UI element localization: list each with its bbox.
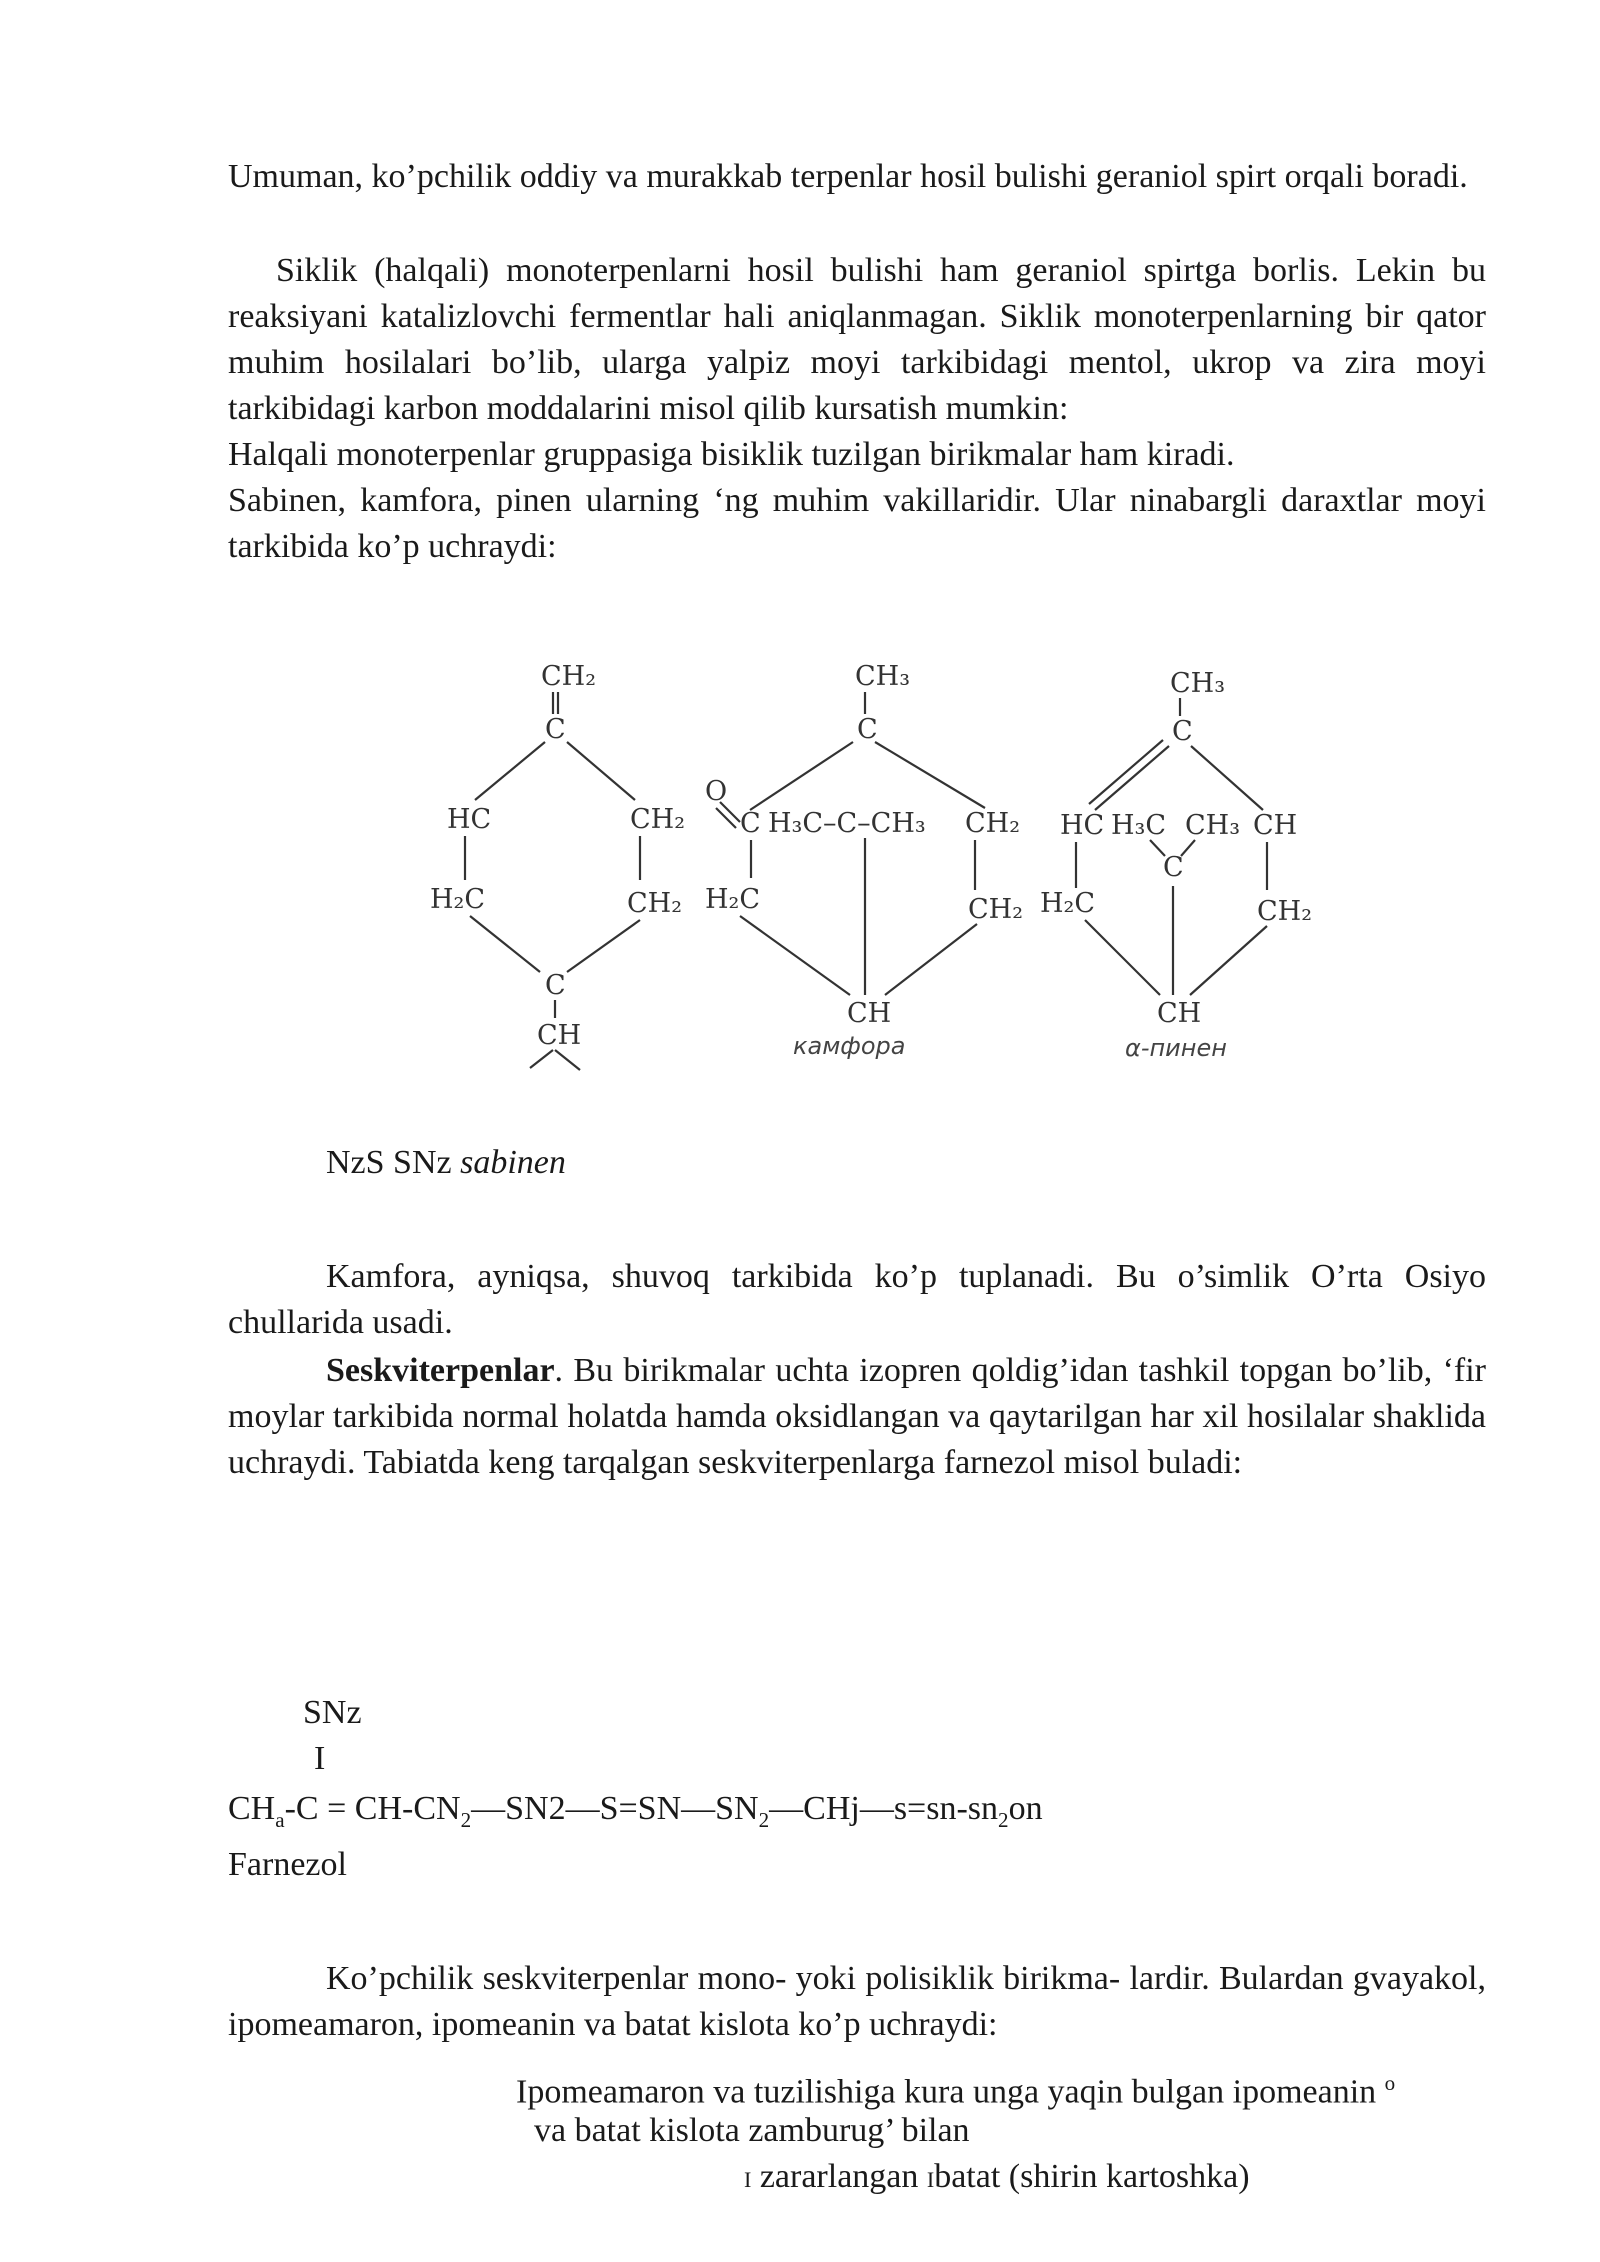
terpene-structures-figure [395, 650, 1335, 1090]
bottom-line-1: Ipomeamaron va tuzilishiga kura unga yaqin bulgan ipomeanin $^o$ [516, 2071, 1396, 2111]
farnezol-formula: $CH_a-C$ = $CH-CN_2—SN2—S=SN—SN_2—CHj—s=sn-sn_2on$ [228, 1790, 1043, 1832]
paragraph-kamfora: Kamfora, ayniqsa, shuvoq tarkibida ko’p tuplanadi. Bu o’simlik O’rta Osiyo chullarida usadi. [228, 1258, 1486, 1341]
term-seskviterpenlar: Seskviterpenlar [326, 1352, 555, 1389]
farnezol-name: Farnezol [228, 1846, 347, 1883]
label-h3c-c-ch3: H₃C–C–CH₃ [768, 808, 926, 839]
structures-svg [395, 650, 1335, 1090]
label-h3c-pinene: H₃C [1111, 810, 1167, 841]
caption-sabinen: sabinen [460, 1144, 566, 1181]
label-h2c-pinene: H₂C [1040, 888, 1096, 919]
label-h2c-left: H₂C [430, 884, 486, 915]
label-c-pinene-top: C [1172, 716, 1193, 747]
label-ch-bottom: CH [537, 1020, 582, 1051]
label-ch3-pinene-bridge: CH₃ [1185, 810, 1241, 841]
label-ch-pinene-bottom: CH [1157, 998, 1202, 1029]
label-ch2-pinene: CH₂ [1257, 896, 1313, 927]
label-ch-pinene-right: CH [1253, 810, 1298, 841]
label-c-carbonyl: C [740, 808, 761, 839]
camphor-structure [705, 661, 1023, 1060]
paragraph-polisiklik: Ko’pchilik seskviterpenlar mono- yoki polisiklik birikma- lardir. Bulardan gvayakol, ipomeamaron, ipomeanin va batat kislota ko’p uchraydi: [228, 1960, 1486, 2043]
label-c-pinene-bridge: C [1163, 852, 1184, 883]
seskviterpenlar-text: . Bu birikmalar uchta izopren qoldig’idan tashkil topgan bo’lib, ‘fir moylar tarkibida normal holatda hamda oksidlangan va qaytarilgan har xil hosilalar shaklida uchraydi. Tabiatda keng tarqalgan seskviterpenlarga farnezol misol buladi: [228, 1352, 1486, 1481]
label-hc-left: HC [447, 804, 492, 835]
farnezol-top-group: SNz [303, 1694, 362, 1731]
label-ch3-pinene: CH₃ [1170, 668, 1226, 699]
label-h2c-camphor: H₂C [705, 884, 761, 915]
pinene-structure [1040, 668, 1312, 1062]
label-hc-pinene: HC [1060, 810, 1105, 841]
label-c-top: C [545, 714, 566, 745]
label-ch2-lower-right: CH₂ [627, 888, 683, 919]
label-o: O [705, 776, 728, 807]
bottom-line-3: I zararlangan Ibatat (shirin kartoshka) [744, 2158, 1250, 2195]
label-ch2-top: CH₂ [541, 661, 597, 692]
caption-prefix: NzS SNz [326, 1144, 461, 1181]
paragraph-cyclic-monoterpenes: Siklik (halqali) monoterpenlarni hosil bulishi ham geraniol spirtga borlis. Lekin bu reaksiyani katalizlovchi fermentlar hali aniqlanmagan. Siklik monoterpenlarning bir qator muhim hosilalari bo’lib, ularga yalpiz moyi tarkibidagi mentol, ukrop va zira moyi tarkibidagi karbon moddalarini misol qilib kursatish mumkin: [228, 252, 1486, 427]
bottom-line-2: va batat kislota zamburug’ bilan [534, 2112, 970, 2149]
label-ch2-right: CH₂ [630, 804, 686, 835]
degree-mark: o [1384, 2071, 1396, 2095]
paragraph-bicyclic: Halqali monoterpenlar gruppasiga bisiklik tuzilgan birikmalar ham kiradi. [228, 436, 1235, 473]
paragraph-sabinen: Sabinen, kamfora, pinen ularning ‘ng muhim vakillaridir. Ular ninabargli daraxtlar moyi tarkibida ko’p uchraydi: [228, 482, 1486, 565]
label-c-camphor-top: C [857, 714, 878, 745]
pinene-caption: α-пинен [1125, 1034, 1227, 1062]
paragraph-seskviterpenlar [228, 1348, 1486, 1486]
label-ch2-camphor-right: CH₂ [965, 808, 1021, 839]
paragraph-intro: Umuman, ko’pchilik oddiy va murakkab terpenlar hosil bulishi geraniol spirt orqali boradi. [228, 158, 1468, 195]
sabinen-structure [430, 661, 685, 1070]
figure-caption [326, 1140, 566, 1186]
label-ch-camphor: CH [847, 998, 892, 1029]
camphor-caption: камфора [793, 1032, 906, 1060]
label-c-bottom: C [545, 970, 566, 1001]
label-ch3-top: CH₃ [855, 661, 911, 692]
farnezol-bond-bar: I [314, 1740, 326, 1777]
label-ch2-camphor-lower: CH₂ [968, 894, 1024, 925]
